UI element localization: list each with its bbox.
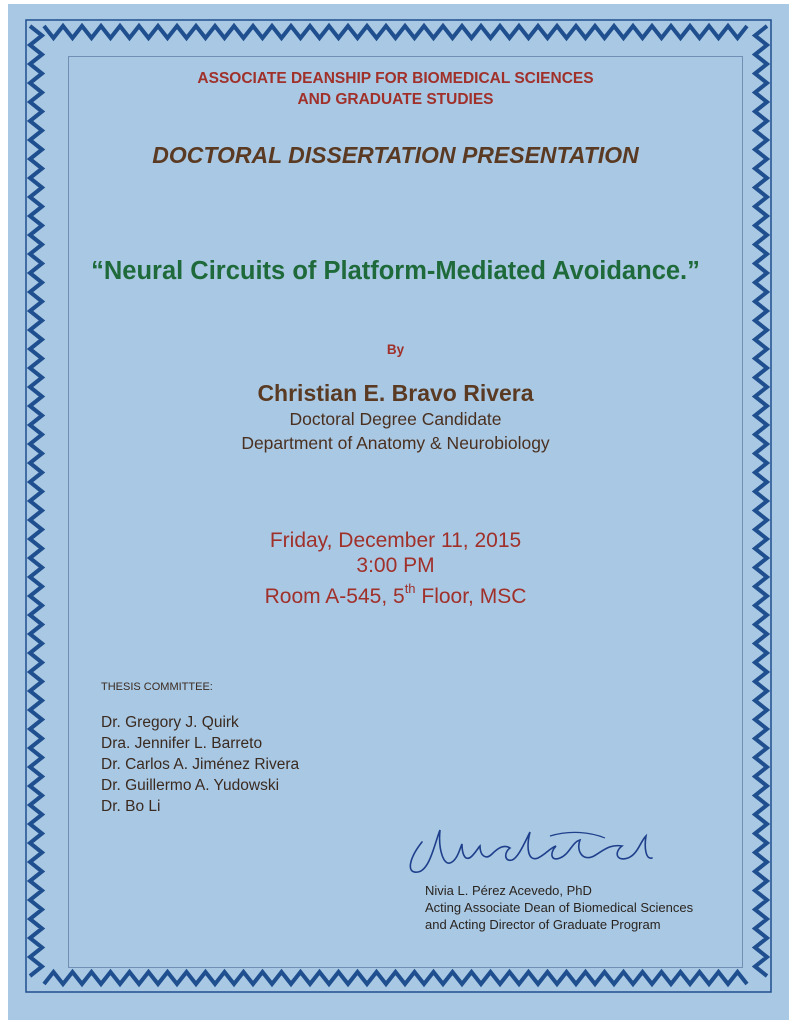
event-room bbox=[0, 578, 791, 609]
committee-member: Dr. Bo Li bbox=[101, 798, 161, 815]
committee-member: Dr. Gregory J. Quirk bbox=[101, 714, 239, 731]
signatory-title-1: Acting Associate Dean of Biomedical Sciences bbox=[425, 900, 694, 915]
room-suffix: Floor, MSC bbox=[415, 585, 527, 608]
event-date: Friday, December 11, 2015 bbox=[269, 529, 522, 552]
room-ordinal: th bbox=[404, 581, 416, 596]
presenter-department: Department of Anatomy & Neurobiology bbox=[241, 433, 550, 453]
committee-member: Dra. Jennifer L. Barreto bbox=[101, 735, 263, 752]
by-label: By bbox=[386, 342, 405, 357]
org-line-2: AND GRADUATE STUDIES bbox=[297, 91, 494, 108]
org-line-1: ASSOCIATE DEANSHIP FOR BIOMEDICAL SCIENCES bbox=[197, 70, 594, 87]
committee-label: THESIS COMMITTEE: bbox=[101, 681, 213, 693]
presenter-role: Doctoral Degree Candidate bbox=[289, 409, 502, 429]
room-prefix: Room A-545, 5 bbox=[264, 585, 405, 608]
document-heading: DOCTORAL DISSERTATION PRESENTATION bbox=[152, 142, 639, 168]
presenter-name: Christian E. Bravo Rivera bbox=[257, 380, 534, 406]
organization-header bbox=[0, 68, 791, 110]
committee-member: Dr. Carlos A. Jiménez Rivera bbox=[101, 756, 300, 773]
committee-member: Dr. Guillermo A. Yudowski bbox=[101, 777, 280, 794]
committee-list bbox=[101, 712, 299, 817]
signatory-title-2: and Acting Director of Graduate Program bbox=[425, 917, 661, 932]
dissertation-title: “Neural Circuits of Platform-Mediated Avoidance.” bbox=[91, 257, 700, 285]
signatory-block bbox=[425, 882, 693, 933]
signatory-name: Nivia L. Pérez Acevedo, PhD bbox=[425, 883, 592, 898]
event-time: 3:00 PM bbox=[356, 554, 435, 577]
